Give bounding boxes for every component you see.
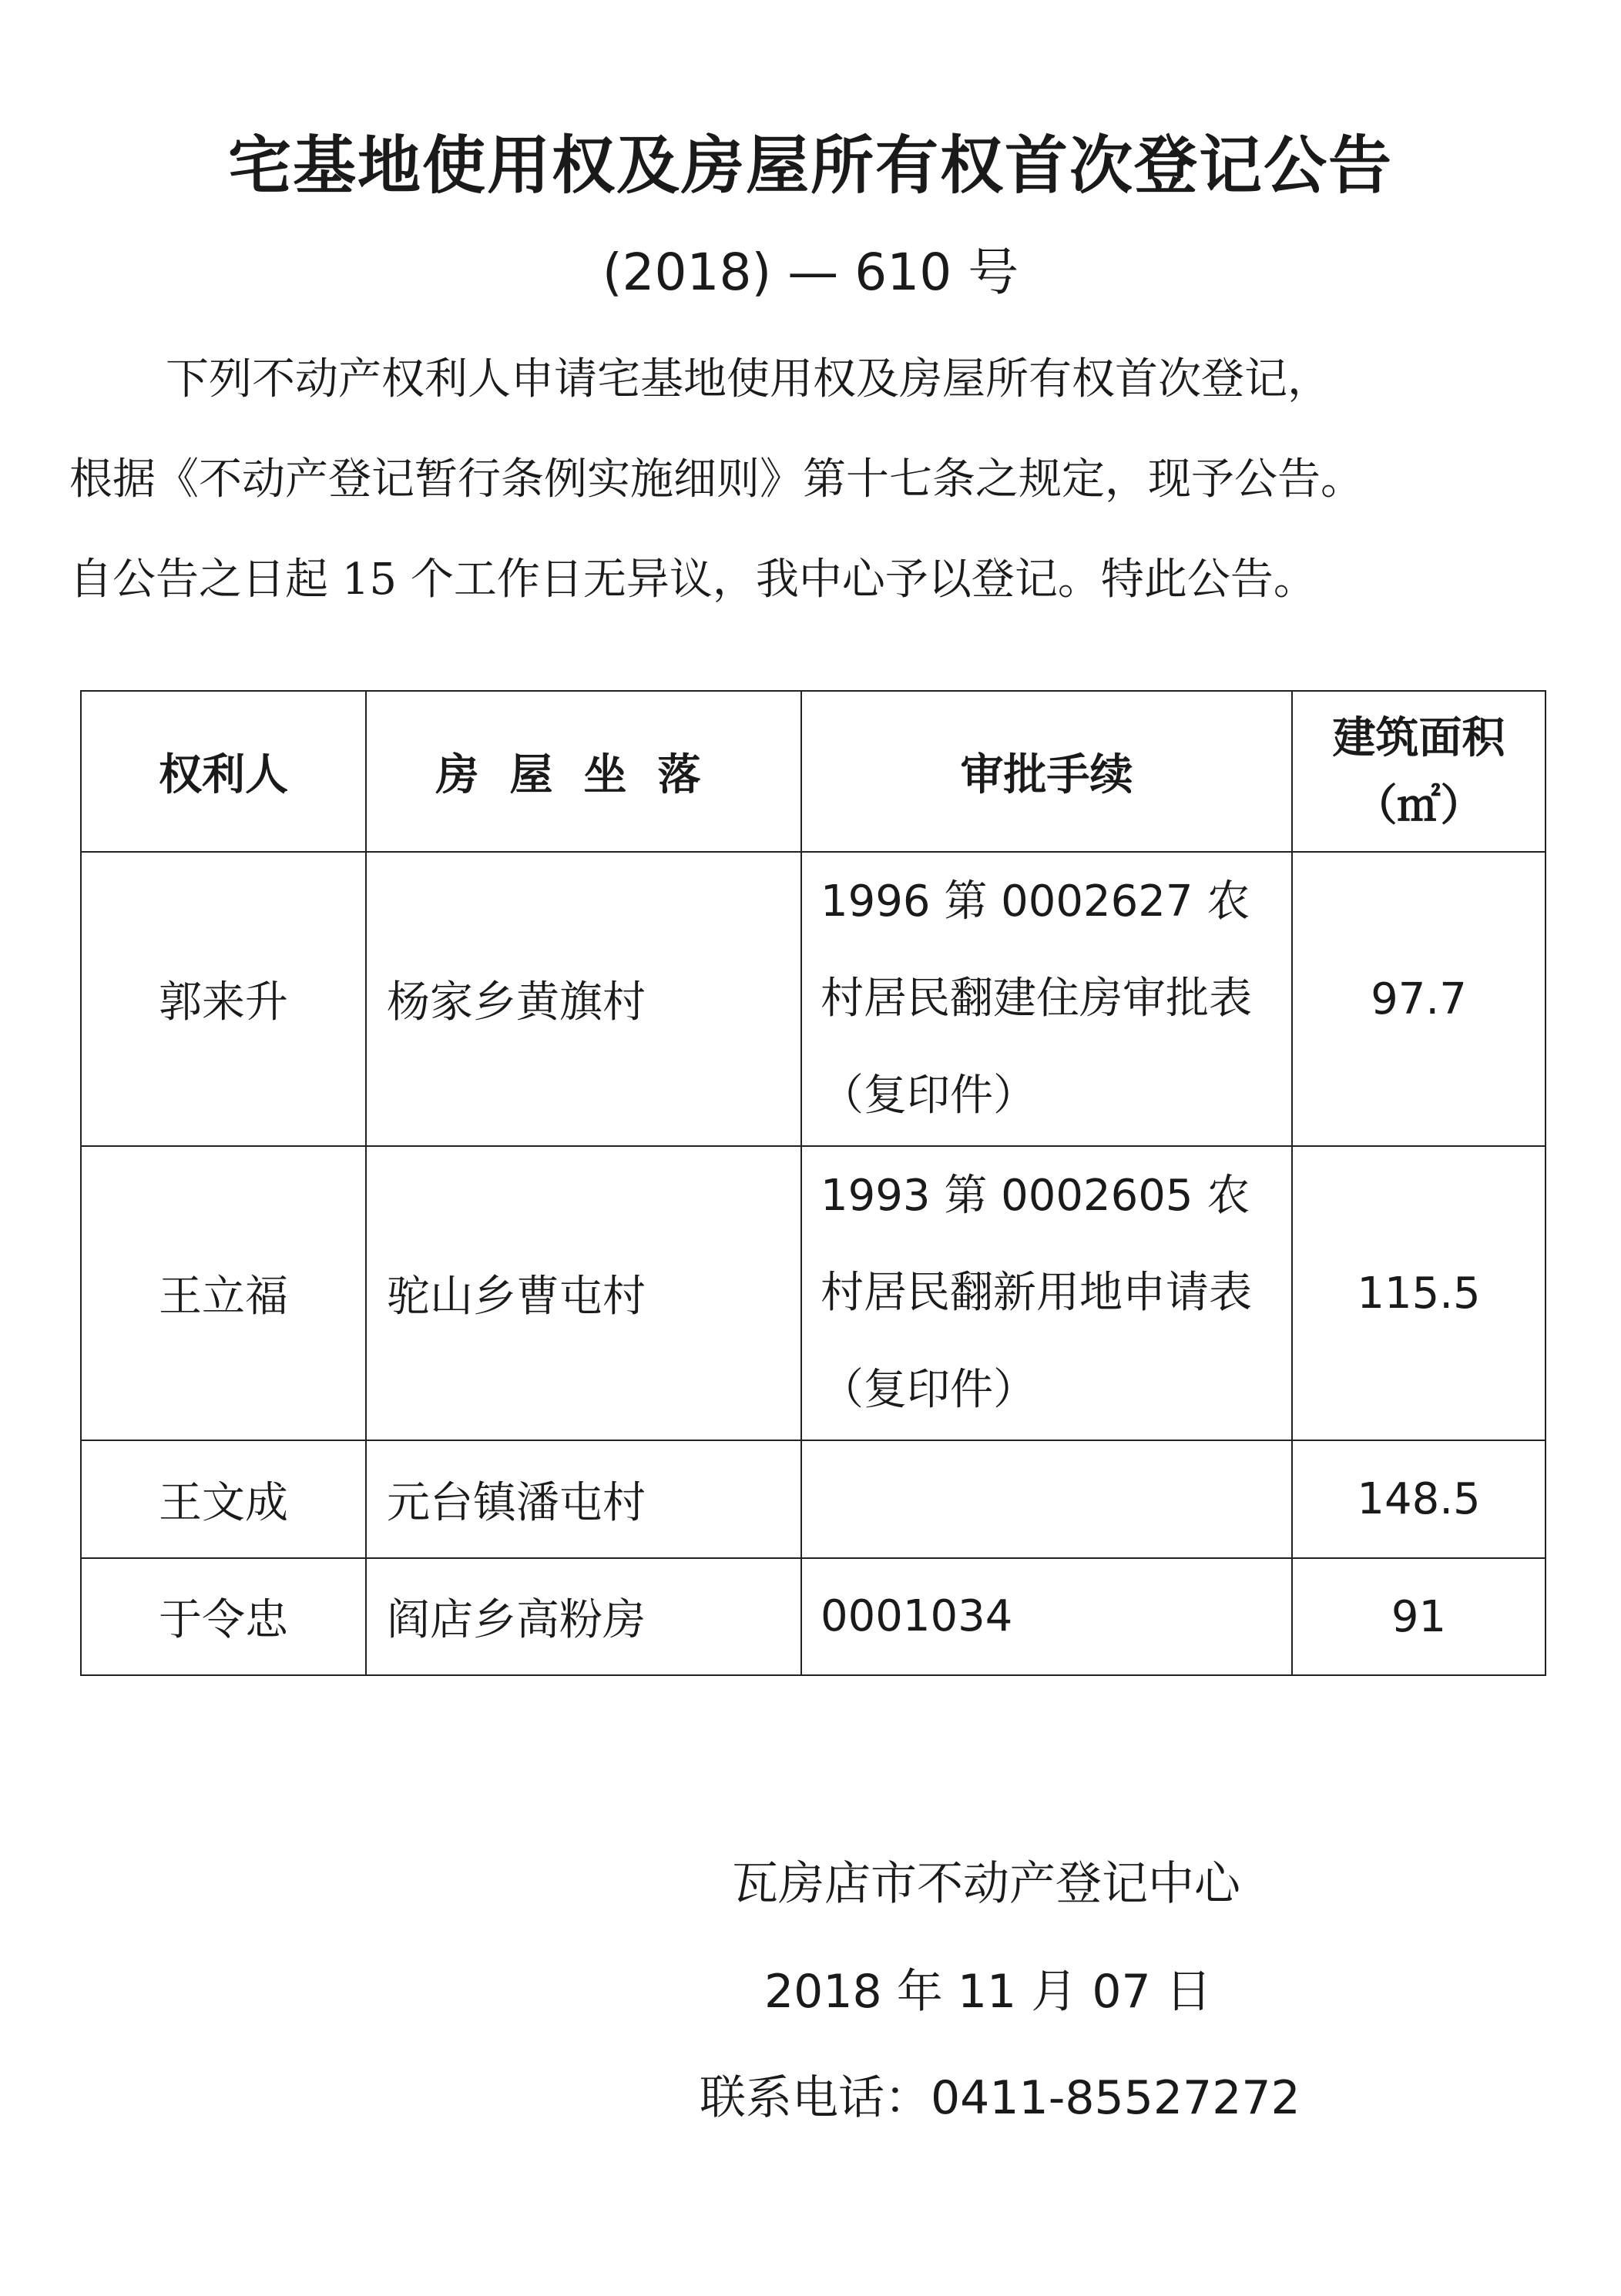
table-row — [81, 1146, 1545, 1440]
header-area-unit: （㎡） — [1354, 779, 1484, 831]
intro-line-3: 自公告之日起 15 个工作日无异议，我中心予以登记。特此公告。 — [69, 555, 1317, 605]
cell-area: 97.7 — [1292, 852, 1545, 1146]
table-row — [81, 852, 1545, 1146]
cell-holder: 王立福 — [81, 1146, 366, 1440]
table-header-row — [81, 691, 1545, 852]
cell-location: 元台镇潘屯村 — [366, 1440, 801, 1558]
cell-holder: 郭来升 — [81, 852, 366, 1146]
table-row — [81, 1440, 1545, 1558]
header-holder: 权利人 — [81, 691, 366, 852]
contact-phone: 联系电话：0411-85527272 — [700, 2071, 1300, 2125]
cell-location: 阎店乡高粉房 — [366, 1558, 801, 1675]
table-row — [81, 1558, 1545, 1675]
header-area-line1: 建筑面积 — [1332, 712, 1505, 763]
issue-date: 2018 年 11 月 07 日 — [764, 1965, 1212, 2019]
cell-area: 91 — [1292, 1558, 1545, 1675]
cell-approval: 1993 第 0002605 农村居民翻新用地申请表（复印件） — [801, 1146, 1292, 1440]
header-area — [1292, 691, 1545, 852]
notice-title: 宅基地使用权及房屋所有权首次登记公告 — [227, 129, 1393, 203]
header-location-label: 房屋坐落 — [435, 749, 732, 800]
registration-table — [80, 690, 1546, 1676]
issuing-organization: 瓦房店市不动产登记中心 — [732, 1857, 1240, 1911]
intro-line-1: 下列不动产权利人申请宅基地使用权及房屋所有权首次登记， — [166, 354, 1331, 404]
intro-line-2: 根据《不动产登记暂行条例实施细则》第十七条之规定，现予公告。 — [69, 454, 1364, 504]
cell-approval: 1996 第 0002627 农村居民翻建住房审批表（复印件） — [801, 852, 1292, 1146]
cell-area: 148.5 — [1292, 1440, 1545, 1558]
cell-holder: 王文成 — [81, 1440, 366, 1558]
cell-location: 杨家乡黄旗村 — [366, 852, 801, 1146]
cell-holder: 于令忠 — [81, 1558, 366, 1675]
cell-location: 驼山乡曹屯村 — [366, 1146, 801, 1440]
header-location — [366, 691, 801, 852]
document-number: (2018) — 610 号 — [602, 243, 1019, 302]
header-approval: 审批手续 — [801, 691, 1292, 852]
cell-approval — [801, 1440, 1292, 1558]
cell-approval: 0001034 — [801, 1558, 1292, 1675]
cell-area: 115.5 — [1292, 1146, 1545, 1440]
